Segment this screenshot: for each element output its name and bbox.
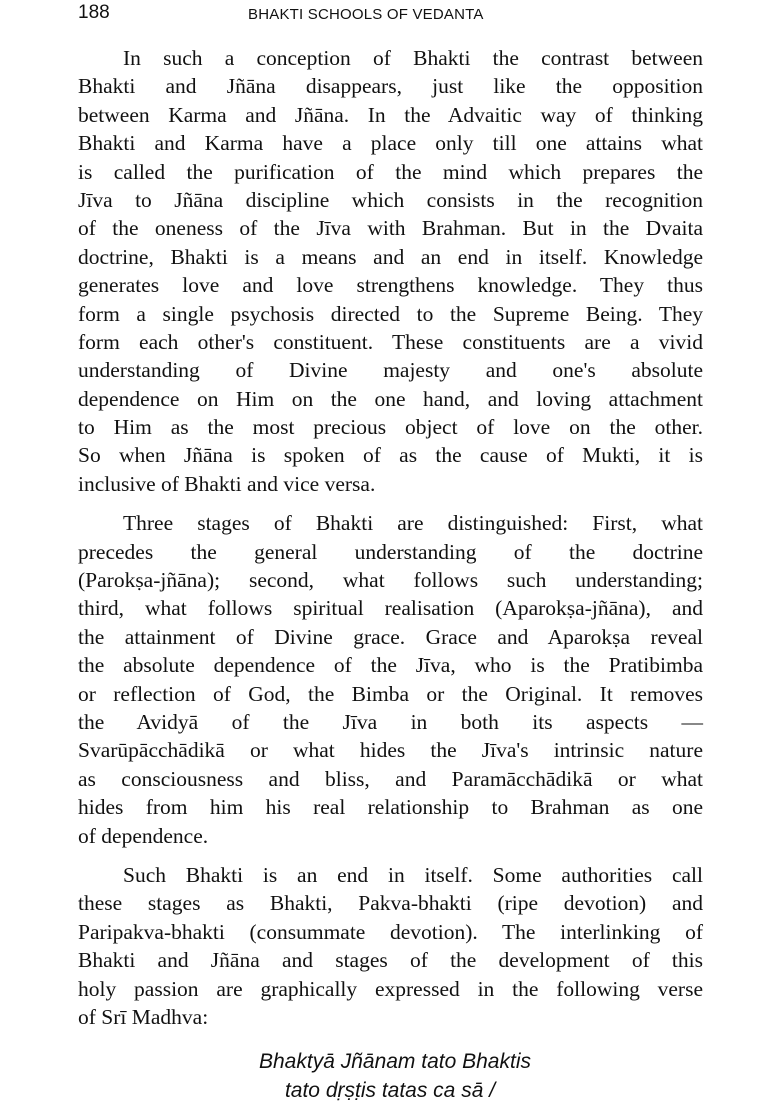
text-line: Svarūpācchādikā or what hides the Jīva's intrinsic nature xyxy=(78,738,703,763)
text-line: Bhakti and Jñāna and stages of the development of this xyxy=(78,948,703,973)
text-line: precedes the general understanding of the doctrine xyxy=(78,539,703,564)
text-line: generates love and love strengthens knowledge. They thus xyxy=(78,273,703,298)
text-line: inclusive of Bhakti and vice versa. xyxy=(78,471,376,496)
text-line: form each other's constituent. These constituents are a vivid xyxy=(78,329,703,354)
text-line: the absolute dependence of the Jīva, who is the Pratibimba xyxy=(78,653,703,678)
text-line: to Him as the most precious object of love on the other. xyxy=(78,415,703,440)
text-line: the Avidyā of the Jīva in both its aspects — xyxy=(78,709,703,734)
text-line: Paripakva-bhakti (consummate devotion). The interlinking of xyxy=(78,919,703,944)
text-line: of Srī Madhva: xyxy=(78,1004,209,1029)
text-line: Jīva to Jñāna discipline which consists in the recognition xyxy=(78,187,703,212)
text-line: between Karma and Jñāna. In the Advaitic way of thinking xyxy=(78,102,703,127)
text-line: as consciousness and bliss, and Paramācchādikā or what xyxy=(78,766,703,791)
text-line: Bhakti and Karma have a place only till one attains what xyxy=(78,131,703,156)
running-title: BHAKTI SCHOOLS OF VEDANTA xyxy=(248,6,484,23)
text-line: So when Jñāna is spoken of as the cause of Mukti, it is xyxy=(78,443,703,468)
text-line: Such Bhakti is an end in itself. Some authorities call xyxy=(123,862,703,887)
text-line: holy passion are graphically expressed in the following verse xyxy=(78,976,703,1001)
text-line: of dependence. xyxy=(78,823,209,848)
page-body xyxy=(78,44,703,1042)
verse xyxy=(0,1047,780,1105)
verse-line: Bhaktyā Jñānam tato Bhaktis xyxy=(259,1050,531,1073)
text-line: of the oneness of the Jīva with Brahman. But in the Dvaita xyxy=(78,216,703,241)
text-line: (Parokṣa-jñāna); second, what follows such understanding; xyxy=(78,568,703,593)
text-line: or reflection of God, the Bimba or the Original. It removes xyxy=(78,681,703,706)
paragraph xyxy=(78,509,703,850)
paragraph xyxy=(78,861,703,1031)
text-line: In such a conception of Bhakti the contrast between xyxy=(123,46,703,70)
text-line: the attainment of Divine grace. Grace and Aparokṣa reveal xyxy=(78,624,703,649)
text-line: dependence on Him on the one hand, and loving attachment xyxy=(78,386,703,411)
text-line: form a single psychosis directed to the Supreme Being. They xyxy=(78,301,703,326)
text-line: doctrine, Bhakti is a means and an end in itself. Knowledge xyxy=(78,244,703,269)
text-line: is called the purification of the mind which prepares the xyxy=(78,159,703,184)
verse-line: tato dṛṣṭis tatas ca sā / xyxy=(284,1079,496,1102)
page-number: 188 xyxy=(78,2,110,23)
text-line: third, what follows spiritual realisation (Aparokṣa-jñāna), and xyxy=(78,596,703,621)
running-header xyxy=(78,2,703,26)
text-line: understanding of Divine majesty and one's absolute xyxy=(78,358,703,383)
text-line: hides from him his real relationship to Brahman as one xyxy=(78,795,703,820)
text-line: Three stages of Bhakti are distinguished: First, what xyxy=(123,511,703,536)
text-line: Bhakti and Jñāna disappears, just like the opposition xyxy=(78,74,703,99)
text-line: these stages as Bhakti, Pakva-bhakti (ripe devotion) and xyxy=(78,891,703,916)
paragraph xyxy=(78,44,703,498)
